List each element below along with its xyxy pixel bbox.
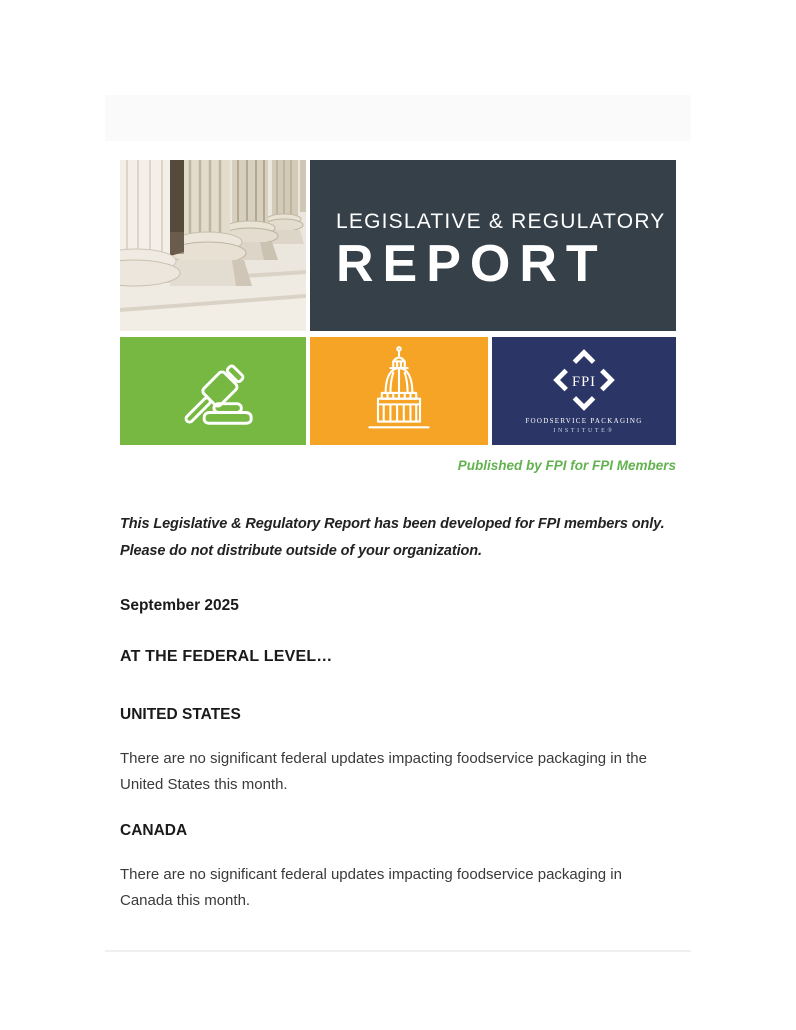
members-only-notice: This Legislative & Regulatory Report has been developed for FPI members only. Please do not distribute outside of your organization.: [120, 516, 665, 559]
report-title-line2: REPORT: [336, 235, 607, 293]
report-title-line1: LEGISLATIVE & REGULATORY: [336, 210, 666, 233]
email-header-band: [105, 95, 691, 141]
report-title-panel: [310, 160, 676, 331]
marble-columns-photo: [120, 160, 306, 331]
section-text-united-states: There are no significant federal updates impacting foodservice packaging in the United States this month.: [120, 750, 647, 793]
report-content: [120, 160, 676, 952]
footer-divider: [105, 950, 691, 952]
gavel-tile: [120, 337, 306, 445]
section-united-states: [120, 706, 676, 798]
section-heading-canada: CANADA: [120, 822, 188, 839]
fpi-logo-line2: INSTITUTE®: [553, 427, 615, 434]
section-text-canada: There are no significant federal updates impacting foodservice packaging in Canada this month.: [120, 866, 622, 909]
capitol-dome-icon: [356, 345, 442, 437]
fpi-acronym: FPI: [572, 373, 596, 390]
section-heading-united-states: UNITED STATES: [120, 706, 241, 723]
report-masthead: [120, 160, 676, 473]
published-by-caption: Published by FPI for FPI Members: [457, 458, 676, 473]
report-date: September 2025: [120, 597, 239, 614]
columns-photo-illustration: [120, 160, 306, 331]
fpi-logo-line1: FOODSERVICE PACKAGING: [525, 416, 643, 425]
section-canada: [120, 822, 676, 914]
federal-level-heading: AT THE FEDERAL LEVEL…: [120, 648, 333, 665]
gavel-icon: [169, 347, 257, 435]
fpi-diamond-icon: [553, 349, 615, 411]
fpi-logo-tile: [492, 337, 676, 445]
capitol-tile: [310, 337, 488, 445]
